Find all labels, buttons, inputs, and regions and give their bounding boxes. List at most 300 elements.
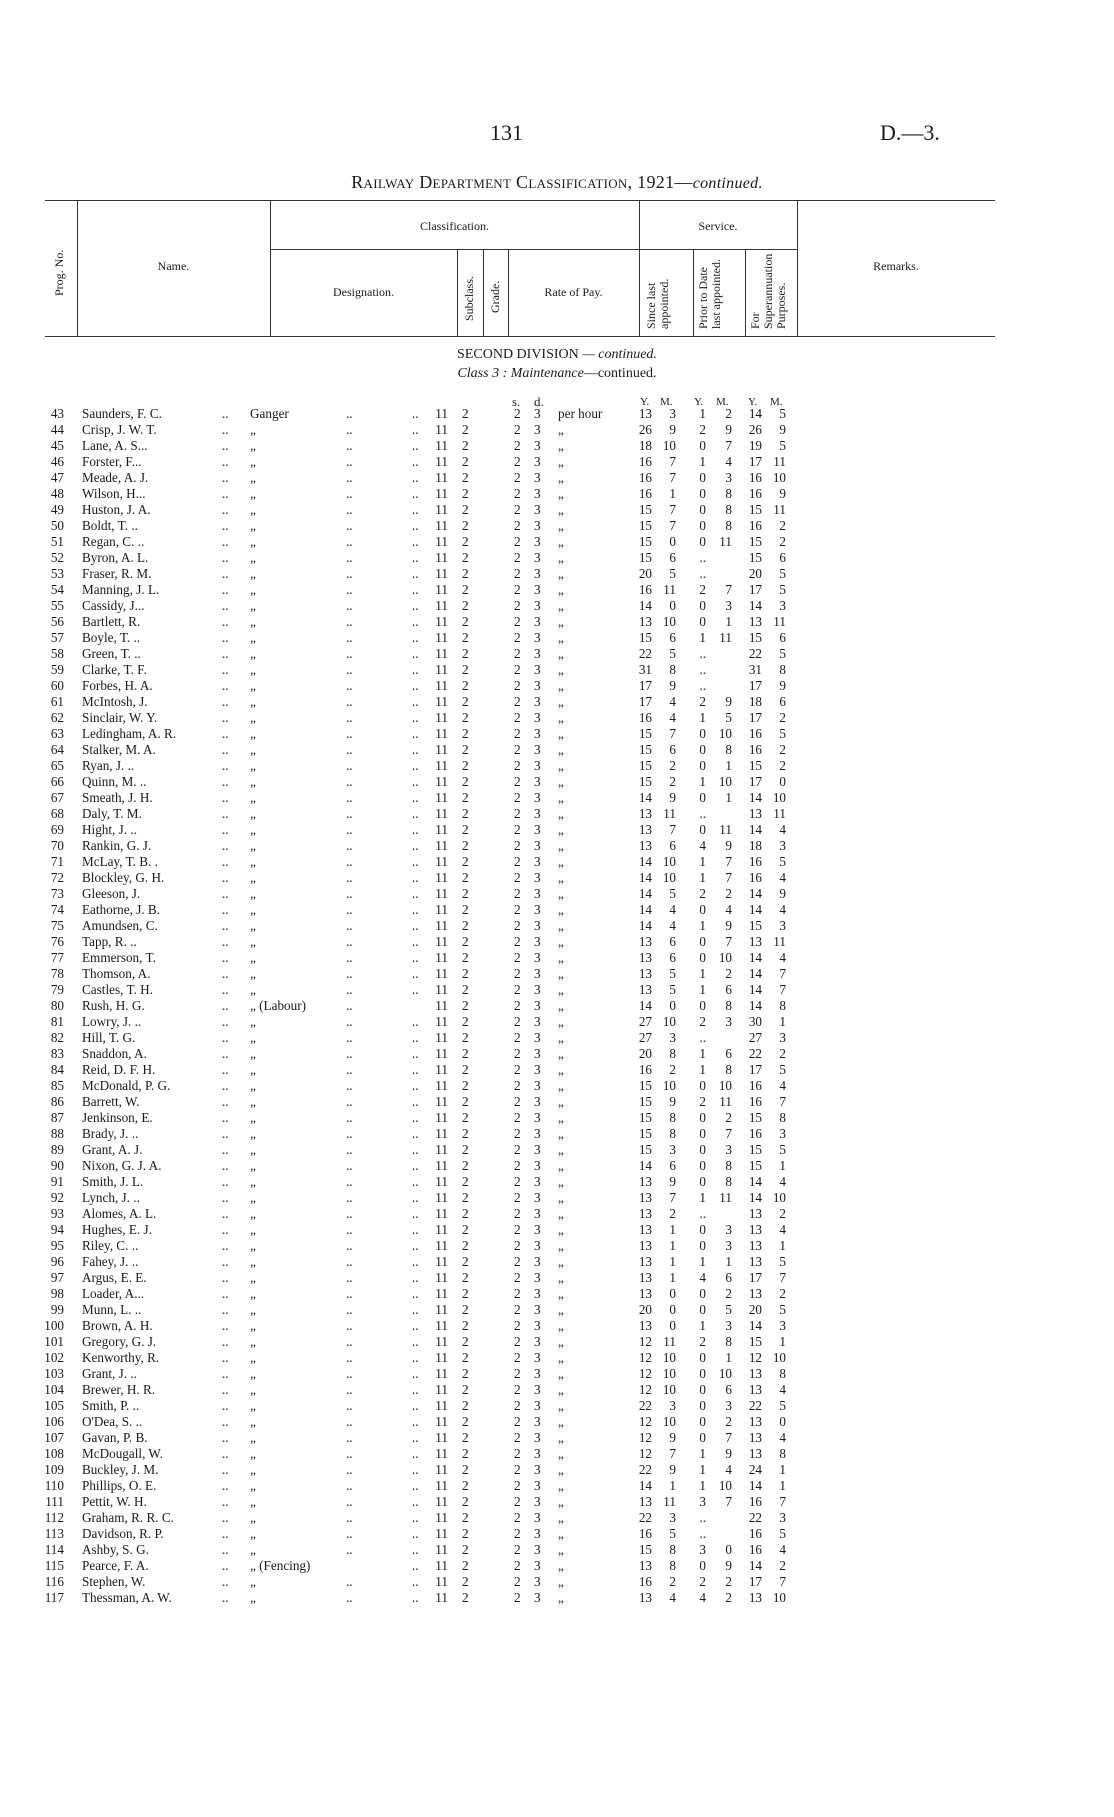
division-label: SECOND DIVISION — [457, 347, 579, 362]
table-row — [0, 1510, 1114, 1526]
pay-shillings: 2 — [514, 822, 521, 837]
prog-no: 65 — [50, 758, 64, 773]
since-years: 15 — [638, 518, 652, 533]
pay-period: „ — [558, 1350, 564, 1365]
leader-dots: .. — [412, 790, 419, 805]
super-years: 18 — [748, 838, 762, 853]
grade: 2 — [462, 1366, 469, 1381]
employee-name: Grant, A. J. — [82, 1142, 143, 1157]
employee-name: Brewer, H. R. — [82, 1382, 156, 1397]
super-months: 4 — [779, 1382, 786, 1397]
pay-period: „ — [558, 614, 564, 629]
table-row — [0, 806, 1114, 822]
since-years: 13 — [638, 1190, 652, 1205]
prog-no: 86 — [50, 1094, 64, 1109]
subclass: 11 — [435, 1526, 448, 1541]
subclass: 11 — [435, 1414, 448, 1429]
subclass: 11 — [435, 726, 448, 741]
prior-months: 8 — [725, 1062, 732, 1077]
leader-dots: .. — [412, 1574, 419, 1589]
grade: 2 — [462, 1126, 469, 1141]
super-years: 14 — [748, 982, 762, 997]
grade: 2 — [462, 662, 469, 677]
prior-years: 0 — [699, 534, 706, 549]
leader-dots: .. — [222, 1478, 229, 1493]
employee-name: Hughes, E. J. — [82, 1222, 152, 1237]
designation: „ — [250, 502, 256, 517]
designation: „ — [250, 838, 256, 853]
prior-months: 7 — [725, 1126, 732, 1141]
pay-shillings: 2 — [514, 1430, 521, 1445]
pay-shillings: 2 — [514, 1286, 521, 1301]
leader-dots: .. — [412, 1174, 419, 1189]
pay-pence: 3 — [534, 838, 541, 853]
leader-dots: .. — [222, 518, 229, 533]
pay-pence: 3 — [534, 1318, 541, 1333]
designation: „ — [250, 1046, 256, 1061]
subclass: 11 — [435, 1350, 448, 1365]
prior-years: 1 — [699, 406, 706, 421]
pay-pence: 3 — [534, 1174, 541, 1189]
leader-dots: .. — [346, 1270, 353, 1285]
employee-name: Quinn, M. .. — [82, 774, 147, 789]
grade: 2 — [462, 806, 469, 821]
super-months: 3 — [779, 1510, 786, 1525]
pay-period: „ — [558, 1382, 564, 1397]
leader-dots: .. — [412, 1190, 419, 1205]
pay-period: „ — [558, 1430, 564, 1445]
pay-pence: 3 — [534, 1270, 541, 1285]
leader-dots: .. — [346, 902, 353, 917]
leader-dots: .. — [412, 1078, 419, 1093]
leader-dots: .. — [222, 790, 229, 805]
leader-dots: .. — [412, 838, 419, 853]
prior-years: 2 — [699, 1014, 706, 1029]
prog-no: 64 — [50, 742, 64, 757]
employee-name: Emmerson, T. — [82, 950, 156, 965]
table-row — [0, 550, 1114, 566]
prior-months: 3 — [725, 470, 732, 485]
subclass: 11 — [435, 998, 448, 1013]
subclass: 11 — [435, 422, 448, 437]
since-months: 10 — [662, 1382, 676, 1397]
subclass: 11 — [435, 486, 448, 501]
leader-dots: .. — [222, 534, 229, 549]
since-years: 17 — [638, 694, 652, 709]
employee-name: Thomson, A. — [82, 966, 151, 981]
prior-years: 1 — [699, 710, 706, 725]
super-years: 15 — [748, 918, 762, 933]
table-row — [0, 1190, 1114, 1206]
leader-dots: .. — [222, 1510, 229, 1525]
leader-dots: .. — [222, 870, 229, 885]
leader-dots: .. — [412, 1110, 419, 1125]
prog-no: 114 — [44, 1542, 64, 1557]
since-months: 5 — [669, 1526, 676, 1541]
leader-dots: .. — [222, 710, 229, 725]
leader-dots: .. — [222, 1398, 229, 1413]
grade: 2 — [462, 1478, 469, 1493]
prior-years: 0 — [699, 1142, 706, 1157]
prog-no: 66 — [50, 774, 64, 789]
grade: 2 — [462, 1526, 469, 1541]
table-row — [0, 726, 1114, 742]
pay-period: „ — [558, 710, 564, 725]
prior-months: 9 — [725, 918, 732, 933]
prior-months: 8 — [725, 998, 732, 1013]
pay-period: „ — [558, 902, 564, 917]
grade: 2 — [462, 1270, 469, 1285]
prior-years: 0 — [699, 598, 706, 613]
subclass: 11 — [435, 1478, 448, 1493]
pay-shillings: 2 — [514, 1126, 521, 1141]
super-years: 15 — [748, 1110, 762, 1125]
super-years: 13 — [748, 1254, 762, 1269]
pay-period: „ — [558, 1286, 564, 1301]
designation: „ — [250, 1270, 256, 1285]
since-months: 9 — [669, 678, 676, 693]
prior-years: 0 — [699, 742, 706, 757]
since-years: 13 — [638, 1270, 652, 1285]
employee-name: Munn, L. .. — [82, 1302, 142, 1317]
super-years: 17 — [748, 454, 762, 469]
prog-no: 110 — [44, 1478, 64, 1493]
since-years: 12 — [638, 1382, 652, 1397]
pay-pence: 3 — [534, 1430, 541, 1445]
pay-period: „ — [558, 518, 564, 533]
prior-months: 3 — [725, 1142, 732, 1157]
leader-dots: .. — [222, 1030, 229, 1045]
super-months: 4 — [779, 1174, 786, 1189]
table-row — [0, 1062, 1114, 1078]
since-years: 16 — [638, 1574, 652, 1589]
subclass: 11 — [435, 614, 448, 629]
prior-months: 11 — [719, 822, 732, 837]
subclass: 11 — [435, 678, 448, 693]
super-years: 15 — [748, 502, 762, 517]
pay-pence: 3 — [534, 982, 541, 997]
grade: 2 — [462, 1430, 469, 1445]
leader-dots: .. — [222, 1382, 229, 1397]
prog-no: 72 — [50, 870, 64, 885]
since-months: 6 — [669, 934, 676, 949]
table-row — [0, 1030, 1114, 1046]
since-months: 1 — [669, 486, 676, 501]
leader-dots: .. — [412, 1510, 419, 1525]
pay-shillings: 2 — [514, 902, 521, 917]
prior-months: 5 — [725, 1302, 732, 1317]
super-years: 14 — [748, 1174, 762, 1189]
pay-shillings: 2 — [514, 1222, 521, 1237]
employee-name: Smeath, J. H. — [82, 790, 153, 805]
pay-pence: 3 — [534, 502, 541, 517]
designation: „ — [250, 1446, 256, 1461]
pay-period: „ — [558, 950, 564, 965]
pay-shillings: 2 — [514, 742, 521, 757]
designation: „ — [250, 486, 256, 501]
leader-dots: .. — [222, 1014, 229, 1029]
subclass: 11 — [435, 1030, 448, 1045]
pay-shillings: 2 — [514, 486, 521, 501]
pay-shillings: 2 — [514, 646, 521, 661]
employee-name: McDonald, P. G. — [82, 1078, 171, 1093]
leader-dots: .. — [222, 1046, 229, 1061]
prior-years: .. — [699, 550, 706, 565]
super-months: 5 — [779, 1142, 786, 1157]
super-months: 5 — [779, 854, 786, 869]
since-years: 27 — [638, 1014, 652, 1029]
prior-years: 0 — [699, 1286, 706, 1301]
employee-name: McLay, T. B. . — [82, 854, 158, 869]
leader-dots: .. — [412, 1430, 419, 1445]
since-years: 13 — [638, 1494, 652, 1509]
pay-shillings: 2 — [514, 422, 521, 437]
table-row — [0, 1142, 1114, 1158]
prior-months: 11 — [719, 1190, 732, 1205]
leader-dots: .. — [346, 1414, 353, 1429]
designation: „ — [250, 854, 256, 869]
grade: 2 — [462, 1302, 469, 1317]
pay-pence: 3 — [534, 454, 541, 469]
super-months: 5 — [779, 406, 786, 421]
leader-dots: .. — [412, 726, 419, 741]
table-row — [0, 662, 1114, 678]
grade: 2 — [462, 1142, 469, 1157]
employee-name: Ledingham, A. R. — [82, 726, 177, 741]
prior-months: 2 — [725, 886, 732, 901]
leader-dots: .. — [412, 502, 419, 517]
prior-months: 0 — [725, 1542, 732, 1557]
super-years: 14 — [748, 790, 762, 805]
leader-dots: .. — [346, 1478, 353, 1493]
prog-no: 113 — [44, 1526, 64, 1541]
prior-years: 1 — [699, 1318, 706, 1333]
prior-months-unit: M. — [716, 396, 729, 408]
grade: 2 — [462, 438, 469, 453]
grade: 2 — [462, 1254, 469, 1269]
pay-shillings: 2 — [514, 950, 521, 965]
since-years: 12 — [638, 1334, 652, 1349]
since-months: 0 — [669, 1302, 676, 1317]
since-years: 14 — [638, 902, 652, 917]
prog-no: 54 — [50, 582, 64, 597]
pay-period: „ — [558, 838, 564, 853]
page-number: 131 — [490, 120, 523, 145]
pay-shillings: 2 — [514, 1302, 521, 1317]
subclass: 11 — [435, 790, 448, 805]
leader-dots: .. — [412, 1142, 419, 1157]
prior-months: 2 — [725, 1414, 732, 1429]
leader-dots: .. — [222, 422, 229, 437]
designation: „ — [250, 918, 256, 933]
pay-shillings: 2 — [514, 1062, 521, 1077]
leader-dots: .. — [346, 1254, 353, 1269]
leader-dots: .. — [222, 1414, 229, 1429]
super-years: 13 — [748, 1238, 762, 1253]
designation: „ — [250, 646, 256, 661]
pay-shillings: 2 — [514, 758, 521, 773]
pay-shillings: 2 — [514, 1494, 521, 1509]
leader-dots: .. — [412, 1414, 419, 1429]
leader-dots: .. — [412, 1254, 419, 1269]
since-years: 20 — [638, 1302, 652, 1317]
grade: 2 — [462, 1414, 469, 1429]
subclass: 11 — [435, 806, 448, 821]
since-years: 20 — [638, 1046, 652, 1061]
pay-shillings: 2 — [514, 406, 521, 421]
employee-name: Smith, P. .. — [82, 1398, 140, 1413]
since-months: 4 — [669, 1590, 676, 1605]
super-months: 11 — [773, 502, 786, 517]
since-months: 6 — [669, 630, 676, 645]
since-months: 8 — [669, 1126, 676, 1141]
grade: 2 — [462, 918, 469, 933]
grade: 2 — [462, 1446, 469, 1461]
prior-months: 4 — [725, 902, 732, 917]
since-months: 0 — [669, 1318, 676, 1333]
leader-dots: .. — [346, 870, 353, 885]
prior-years: 0 — [699, 1078, 706, 1093]
since-years: 15 — [638, 1078, 652, 1093]
super-years: 13 — [748, 1286, 762, 1301]
leader-dots: .. — [412, 822, 419, 837]
leader-dots: .. — [222, 1302, 229, 1317]
prog-no: 91 — [50, 1174, 64, 1189]
since-years: 17 — [638, 678, 652, 693]
subclass: 11 — [435, 1462, 448, 1477]
table-row — [0, 1446, 1114, 1462]
leader-dots: .. — [222, 1286, 229, 1301]
since-years: 14 — [638, 1158, 652, 1173]
since-years: 15 — [638, 726, 652, 741]
subclass: 11 — [435, 406, 448, 421]
employee-name: Fahey, J. .. — [82, 1254, 139, 1269]
since-months: 3 — [669, 1398, 676, 1413]
super-years: 27 — [748, 1030, 762, 1045]
super-months: 9 — [779, 886, 786, 901]
super-months: 11 — [773, 614, 786, 629]
employee-name: Boldt, T. .. — [82, 518, 138, 533]
leader-dots: .. — [222, 470, 229, 485]
prog-no: 63 — [50, 726, 64, 741]
pay-period: „ — [558, 550, 564, 565]
designation: „ — [250, 1414, 256, 1429]
leader-dots: .. — [222, 1206, 229, 1221]
since-years: 13 — [638, 934, 652, 949]
pay-period: „ — [558, 582, 564, 597]
leader-dots: .. — [412, 662, 419, 677]
pay-period: „ — [558, 966, 564, 981]
employee-name: Byron, A. L. — [82, 550, 149, 565]
pay-shillings: 2 — [514, 838, 521, 853]
super-years: 15 — [748, 1158, 762, 1173]
designation: „ — [250, 470, 256, 485]
employee-name: Regan, C. .. — [82, 534, 145, 549]
grade: 2 — [462, 966, 469, 981]
subclass: 11 — [435, 774, 448, 789]
subclass: 11 — [435, 694, 448, 709]
table-row — [0, 838, 1114, 854]
leader-dots: .. — [346, 1510, 353, 1525]
super-months-unit: M. — [770, 396, 783, 408]
subclass: 11 — [435, 822, 448, 837]
pay-period: „ — [558, 1478, 564, 1493]
prog-no: 44 — [50, 422, 64, 437]
grade: 2 — [462, 1334, 469, 1349]
since-years: 15 — [638, 742, 652, 757]
super-months: 2 — [779, 1046, 786, 1061]
leader-dots: .. — [346, 1222, 353, 1237]
super-months: 11 — [773, 454, 786, 469]
grade: 2 — [462, 1542, 469, 1557]
pay-pence: 3 — [534, 1094, 541, 1109]
leader-dots: .. — [412, 1494, 419, 1509]
super-years: 12 — [748, 1350, 762, 1365]
table-row — [0, 1334, 1114, 1350]
since-months: 8 — [669, 1558, 676, 1573]
prior-years: 4 — [699, 1590, 706, 1605]
pay-period: „ — [558, 534, 564, 549]
pay-shillings: 2 — [514, 1158, 521, 1173]
leader-dots: .. — [346, 774, 353, 789]
super-months: 7 — [779, 982, 786, 997]
designation: „ — [250, 1222, 256, 1237]
employee-name: Eathorne, J. B. — [82, 902, 161, 917]
pay-shillings: 2 — [514, 806, 521, 821]
designation: „ — [250, 438, 256, 453]
designation: „ — [250, 1382, 256, 1397]
prior-years: 0 — [699, 1238, 706, 1253]
prog-no: 109 — [44, 1462, 64, 1477]
super-years: 16 — [748, 742, 762, 757]
since-months: 0 — [669, 1286, 676, 1301]
prior-months: 8 — [725, 1174, 732, 1189]
leader-dots: .. — [412, 982, 419, 997]
designation: „ — [250, 1510, 256, 1525]
leader-dots: .. — [412, 1366, 419, 1381]
table-row — [0, 886, 1114, 902]
pay-period: „ — [558, 918, 564, 933]
pay-shillings: 2 — [514, 1110, 521, 1125]
employee-name: Phillips, O. E. — [82, 1478, 157, 1493]
prior-months: 9 — [725, 1558, 732, 1573]
pay-pence: 3 — [534, 582, 541, 597]
prior-months: 1 — [725, 1350, 732, 1365]
pay-period: „ — [558, 470, 564, 485]
pay-shillings: 2 — [514, 1398, 521, 1413]
prog-no: 69 — [50, 822, 64, 837]
prior-years: 0 — [699, 1382, 706, 1397]
pay-period: „ — [558, 1398, 564, 1413]
grade: 2 — [462, 886, 469, 901]
super-months: 8 — [779, 1366, 786, 1381]
designation: Ganger — [250, 406, 289, 421]
pay-period: „ — [558, 758, 564, 773]
super-months: 5 — [779, 582, 786, 597]
pay-period: „ — [558, 870, 564, 885]
grade: 2 — [462, 726, 469, 741]
since-months: 4 — [669, 902, 676, 917]
prior-months: 8 — [725, 518, 732, 533]
grade: 2 — [462, 518, 469, 533]
pay-period: „ — [558, 1590, 564, 1605]
leader-dots: .. — [412, 1094, 419, 1109]
prog-no: 88 — [50, 1126, 64, 1141]
pay-shillings: 2 — [514, 1174, 521, 1189]
prog-no: 55 — [50, 598, 64, 613]
pay-period: „ — [558, 1462, 564, 1477]
grade: 2 — [462, 1462, 469, 1477]
